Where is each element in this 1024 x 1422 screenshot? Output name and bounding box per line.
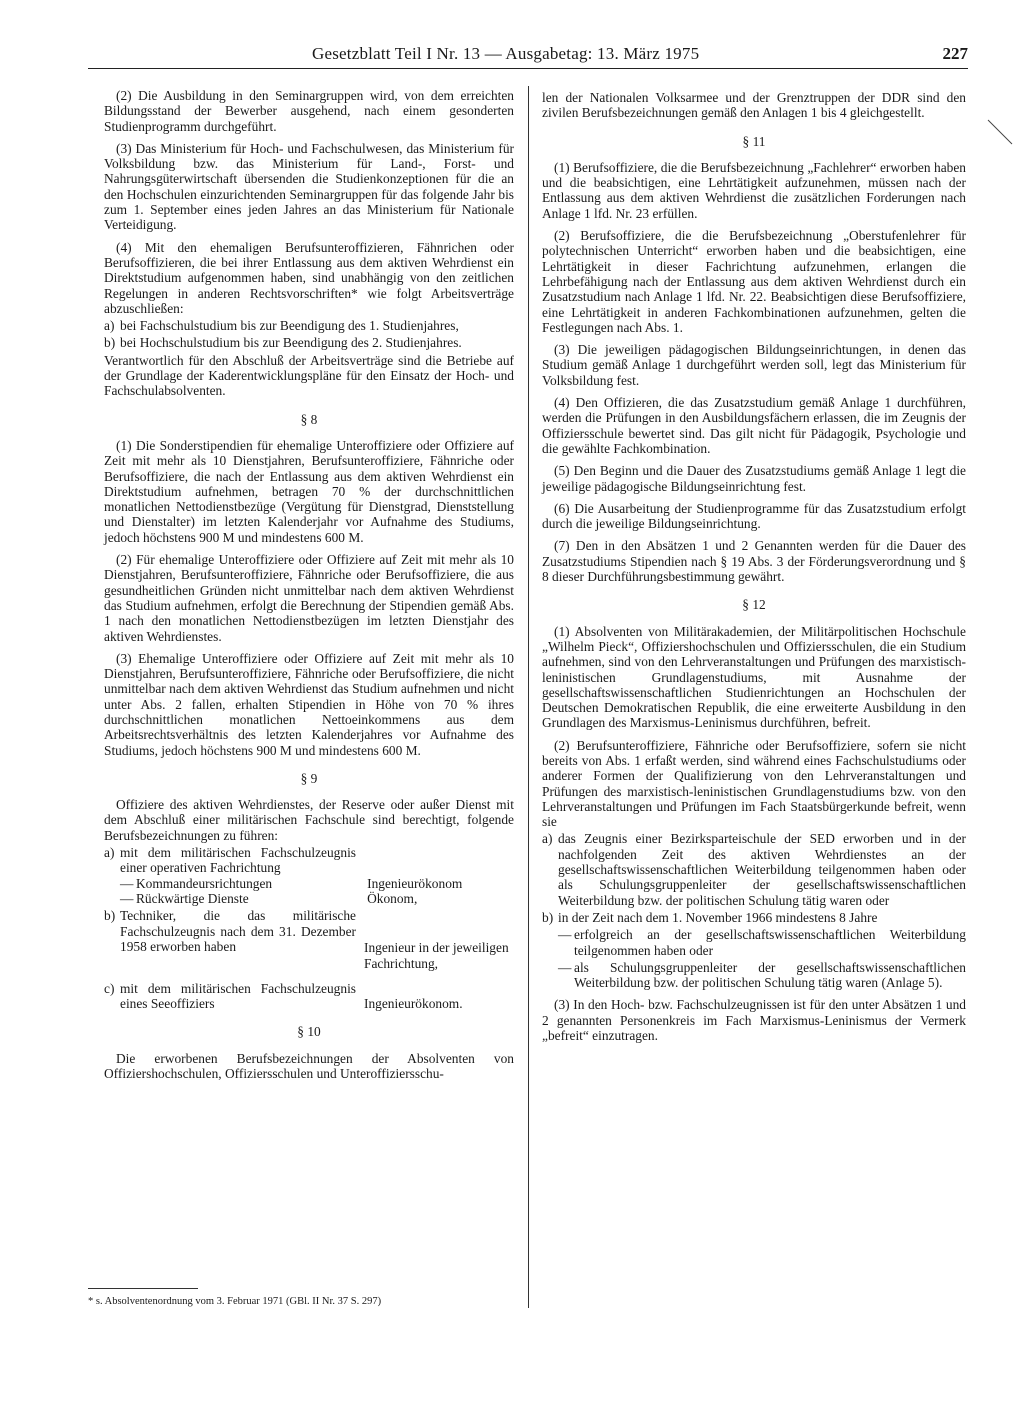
dash-marker: —: [120, 890, 134, 906]
title-row-left: Techniker, die das militärische Fachschulzeugnis nach dem 31. Dezember 1958 erworben haben: [120, 908, 356, 954]
list-text: bei Hochschulstudium bis zur Beendigung des 2. Studienjahres.: [120, 335, 462, 351]
margin-pen-mark: [980, 118, 1024, 148]
section-heading-10: § 10: [297, 1024, 321, 1040]
title-row-right: Ingenieur in der jeweiligen Fachrichtung,: [364, 940, 509, 971]
title-row-right: Ingenieurökonom.: [364, 995, 463, 1011]
footnote: * s. Absolventenordnung vom 3. Februar 1971 (GBl. II Nr. 37 S. 297): [88, 1296, 382, 1307]
title-row-left: mit dem militärischen Fachschulzeugnis eines Seeoffiziers: [120, 980, 356, 1012]
paragraph-11-5: (5) Den Beginn und die Dauer des Zusatzstudiums gemäß Anlage 1 legt die jeweilige pädagogische Bildungseinrichtung fest.: [542, 463, 966, 494]
list-text: in der Zeit nach dem 1. November 1966 mindestens 8 Jahre: [558, 909, 878, 925]
list-marker: a): [542, 831, 553, 847]
list-marker: b): [542, 909, 554, 925]
section-heading-12: § 12: [742, 597, 766, 613]
paragraph-11-1: (1) Berufsoffiziere, die die Berufsbezeichnung „Fachlehrer“ erworben haben und die beabsichtigen, eine Lehrtätigkeit aufzunehmen, müssen nach der Entlassung aus dem aktiven Wehrdienst die zusätzlichen Forderungen nach Anlage 1 lfd. Nr. 23 erfüllen.: [542, 159, 966, 221]
header-rule: [88, 68, 968, 69]
section-heading-11: § 11: [742, 133, 766, 149]
right-column: [542, 90, 966, 1050]
dash-marker: —: [120, 875, 134, 891]
list-item-9-c: [104, 981, 514, 1012]
paragraph-10: Die erworbenen Berufsbezeichnungen der Absolventen von Offiziershochschulen, Offiziersschulen und Unteroffiziersschu-: [104, 1050, 514, 1082]
list-text: bei Fachschulstudium bis zur Beendigung des 1. Studienjahres,: [120, 318, 459, 334]
paragraph-12-3: (3) In den Hoch- bzw. Fachschulzeugnissen ist für den unter Absätzen 1 und 2 genannten Personenkreis im Fach Marxismus-Leninismus der Vermerk „befreit“ einzutragen.: [542, 997, 966, 1044]
list-marker: a): [104, 845, 115, 861]
paragraph-11-4: (4) Den Offizieren, die das Zusatzstudium gemäß Anlage 1 durchführen, werden die Prüfungen in den Ausbildungsfächern erlassen, die im Zeugnis der Offiziersschule bewertet sind. Das gilt nicht für Pädagogik, Psychologie und die gewählte Fachkombination.: [542, 395, 966, 456]
section-heading-9: § 9: [300, 770, 318, 786]
header-title: Gesetzblatt Teil I Nr. 13 — Ausgabetag: 13. März 1975: [312, 44, 700, 63]
dash-marker: —: [558, 959, 572, 975]
list-marker: a): [104, 318, 115, 334]
paragraph-7-4-closing: Verantwortlich für den Abschluß der Arbeitsverträge sind die Betriebe auf der Grundlage der Kaderentwicklungspläne für den Einsatz der Hoch- und Fachschulabsolventen.: [104, 352, 514, 399]
paragraph-10-continued: len der Nationalen Volksarmee und der Grenztruppen der DDR sind den zivilen Berufsbezeichnungen gemäß den Anlagen 1 bis 4 gleichgestellt.: [542, 90, 966, 121]
title-row-right: Ingenieurökonom: [367, 875, 463, 891]
title-row-command: [104, 876, 514, 891]
list-item-9-a: [104, 845, 514, 876]
title-row-left: [120, 876, 367, 891]
dash-marker: —: [558, 927, 572, 943]
list-marker: b): [104, 335, 116, 351]
footnote-rule: [88, 1288, 198, 1289]
list-text: als Schulungsgruppenleiter der gesellschaftswissenschaftlichen Weiterbildung bzw. der politischen Schulung tätig waren (Anlage 5).: [574, 959, 966, 991]
title-row-right: Ökonom,: [367, 890, 418, 906]
list-marker: b): [104, 908, 116, 924]
paragraph-11-6: (6) Die Ausarbeitung der Studienprogramme für das Zusatzstudium erfolgt durch die jeweilige Bildungseinrichtung.: [542, 500, 966, 532]
title-row-rear-services: [104, 891, 514, 906]
title-row-left-text: Kommandeursrichtungen: [136, 875, 273, 891]
list-text: mit dem militärischen Fachschulzeugnis einer operativen Fachrichtung: [120, 845, 356, 876]
list-item-9-b: [104, 908, 514, 971]
paragraph-8-3: (3) Ehemalige Unteroffiziere oder Offiziere auf Zeit mit mehr als 10 Dienstjahren, Berufsunteroffiziere, Fähnriche oder Berufsoffiziere, die nicht unmittelbar nach dem aktiven Wehrdienst das Studium aufnehmen und nicht unter Abs. 2 fallen, erhalten Stipendien in Höhe von 70 % ihres durchschnittlichen monatlichen Nettoeinkommens aus dem Arbeitsrechtsverhältnis des letzten Kalenderjahres vor Aufnahme des Studiums, jedoch höchstens 900 M und mindestens 600 M.: [104, 650, 514, 758]
title-row-left-text: Rückwärtige Dienste: [136, 890, 249, 906]
paragraph-11-2: (2) Berufsoffiziere, die die Berufsbezeichnung „Oberstufenlehrer für polytechnischen Unterricht“ erworben haben und die beabsichtigen, eine Lehrtätigkeit in dieser Fachrichtung aufzunehmen, erlangen die Lehrbefähigung nach der Entlassung aus dem aktiven Wehrdienst durch ein Zusatzstudium nach Anlage 1 lfd. Nr. 22. Beabsichtigen diese Berufsoffiziere, eine Lehrtätigkeit in anderen Fachkombinationen aufzunehmen, gelten die Festlegungen nach Abs. 1.: [542, 228, 966, 335]
paragraph-11-7: (7) Den in den Absätzen 1 und 2 Genannten werden für die Dauer des Zusatzstudiums Stipendien nach § 19 Abs. 3 der Förderungsverordnung und § 8 dieser Durchführungsbestimmung gewährt.: [542, 538, 966, 585]
left-column: [104, 88, 514, 1088]
section-heading-8: § 8: [300, 411, 318, 427]
title-row-left: [120, 891, 367, 906]
column-divider: [528, 86, 529, 1308]
paragraph-8-1: (1) Die Sonderstipendien für ehemalige Unteroffiziere oder Offiziere auf Zeit mit mehr als 10 Dienstjahren, Berufsunteroffiziere, Fähnriche oder Berufsoffiziere, die nach der Entlassung aus dem aktiven Wehrdienst ein Direktstudium aufnehmen, betragen 70 % der durchschnittlichen monatlichen Nettodienstbezüge (Vergütung für Dienstgrad, Dienststellung und Dienstalter) im letzten Kalenderjahr vor Aufnahme des Studiums, jedoch höchstens 900 M und mindestens 600 M.: [104, 437, 514, 545]
list-marker: c): [104, 980, 115, 996]
paragraph-12-2: (2) Berufsunteroffiziere, Fähnriche oder Berufsoffiziere, sofern sie nicht bereits von Abs. 1 erfaßt werden, sind während eines Fachschulstudiums oder anderer Formen der Qualifizierung von den Lehrveranstaltungen und Prüfungen des marxistisch-leninistischen Grundlagenstudiums bzw. von den Lehrveranstaltungen und Prüfungen im Fach Staatsbürgerkunde befreit, wenn sie: [542, 737, 966, 830]
paragraph-8-2: (2) Für ehemalige Unteroffiziere oder Offiziere auf Zeit mit mehr als 10 Dienstjahren, Berufsunteroffiziere, Fähnriche oder Berufsoffiziere, die aus gesundheitlichen Gründen nicht unmittelbar nach dem aktiven Wehrdienst das Studium aufnehmen, erfolgt die Berechnung der Stipendien gemäß Abs. 1 nach den monatlichen Nettodienstbezügen im letzten Dienstjahr des aktiven Wehrdienstes.: [104, 552, 514, 644]
list-text: erfolgreich an der gesellschaftswissenschaftlichen Weiterbildung teilgenommen haben oder: [574, 927, 966, 958]
paragraph-7-4: (4) Mit den ehemaligen Berufsunteroffizieren, Fähnrichen oder Berufsoffizieren, die bei ihrer Entlassung aus dem aktiven Wehrdienst ein Direktstudium aufgenommen haben, sind unabhängig von den zeitlichen Regelungen in anderen Rechtsvorschriften* wie folgt Arbeitsverträge abzuschließen:: [104, 239, 514, 316]
list-item-7-4-b: [104, 335, 514, 350]
sub-item-12-b-2: [542, 960, 966, 991]
paragraph-12-1: (1) Absolventen von Militärakademien, der Militärpolitischen Hochschule „Wilhelm Pieck“, Offiziershochschulen und Offiziersschulen, die ein Studium aufnehmen, sind von den Lehrveranstaltungen und Prüfungen des marxistisch-leninistischen Grundlagenstudiums, mit Ausnahme der gesellschaftswissenschaftlichen Studienrichtungen an Hochschulen der Deutschen Demokratischen Republik, die eine erweiterte Ausbildung in den Grundlagen des Marxismus-Leninismus durchführen, befreit.: [542, 623, 966, 731]
paragraph-7-2: (2) Die Ausbildung in den Seminargruppen wird, von dem erreichten Bildungsstand der Bewerber ausgehend, nach einem gesonderten Studienprogramm durchgeführt.: [104, 88, 514, 134]
list-item-7-4-a: [104, 318, 514, 333]
paragraph-11-3: (3) Die jeweiligen pädagogischen Bildungseinrichtungen, in denen das Studium gemäß Anlage 1 durchgeführt werden soll, legt das Ministerium für Volksbildung fest.: [542, 342, 966, 388]
page-number: 227: [942, 44, 968, 63]
list-text: das Zeugnis einer Bezirksparteischule der SED erworben und in der nachfolgenden Zeit des aktiven Wehrdienstes an der gesellschaftswissenschaftlichen Weiterbildung teilgenommen haben oder als Schulungsgruppenleiter der gesellschaftswissenschaftlichen Weiterbildung bzw. der politischen Schulung tätig waren oder: [558, 831, 966, 908]
sub-item-12-b-1: [542, 927, 966, 958]
paragraph-9-intro: Offiziere des aktiven Wehrdienstes, der Reserve oder außer Dienst mit dem Abschluß einer militärischen Fachschule sind berechtigt, folgende Berufsbezeichnungen zu führen:: [104, 797, 514, 843]
list-item-12-b: [542, 910, 966, 925]
paragraph-7-3: (3) Das Ministerium für Hoch- und Fachschulwesen, das Ministerium für Volksbildung bzw. das Ministerium für Land-, Forst- und Nahrungsgüterwirtschaft übersenden die Studienkonzeptionen für die an den Hochschulen einzurichtenden Seminargruppen für das folgende Jahr bis zum 1. September eines jeden Jahres an das Ministerium für Nationale Verteidigung.: [104, 140, 514, 233]
list-item-12-a: [542, 831, 966, 907]
page-header: [312, 44, 968, 66]
